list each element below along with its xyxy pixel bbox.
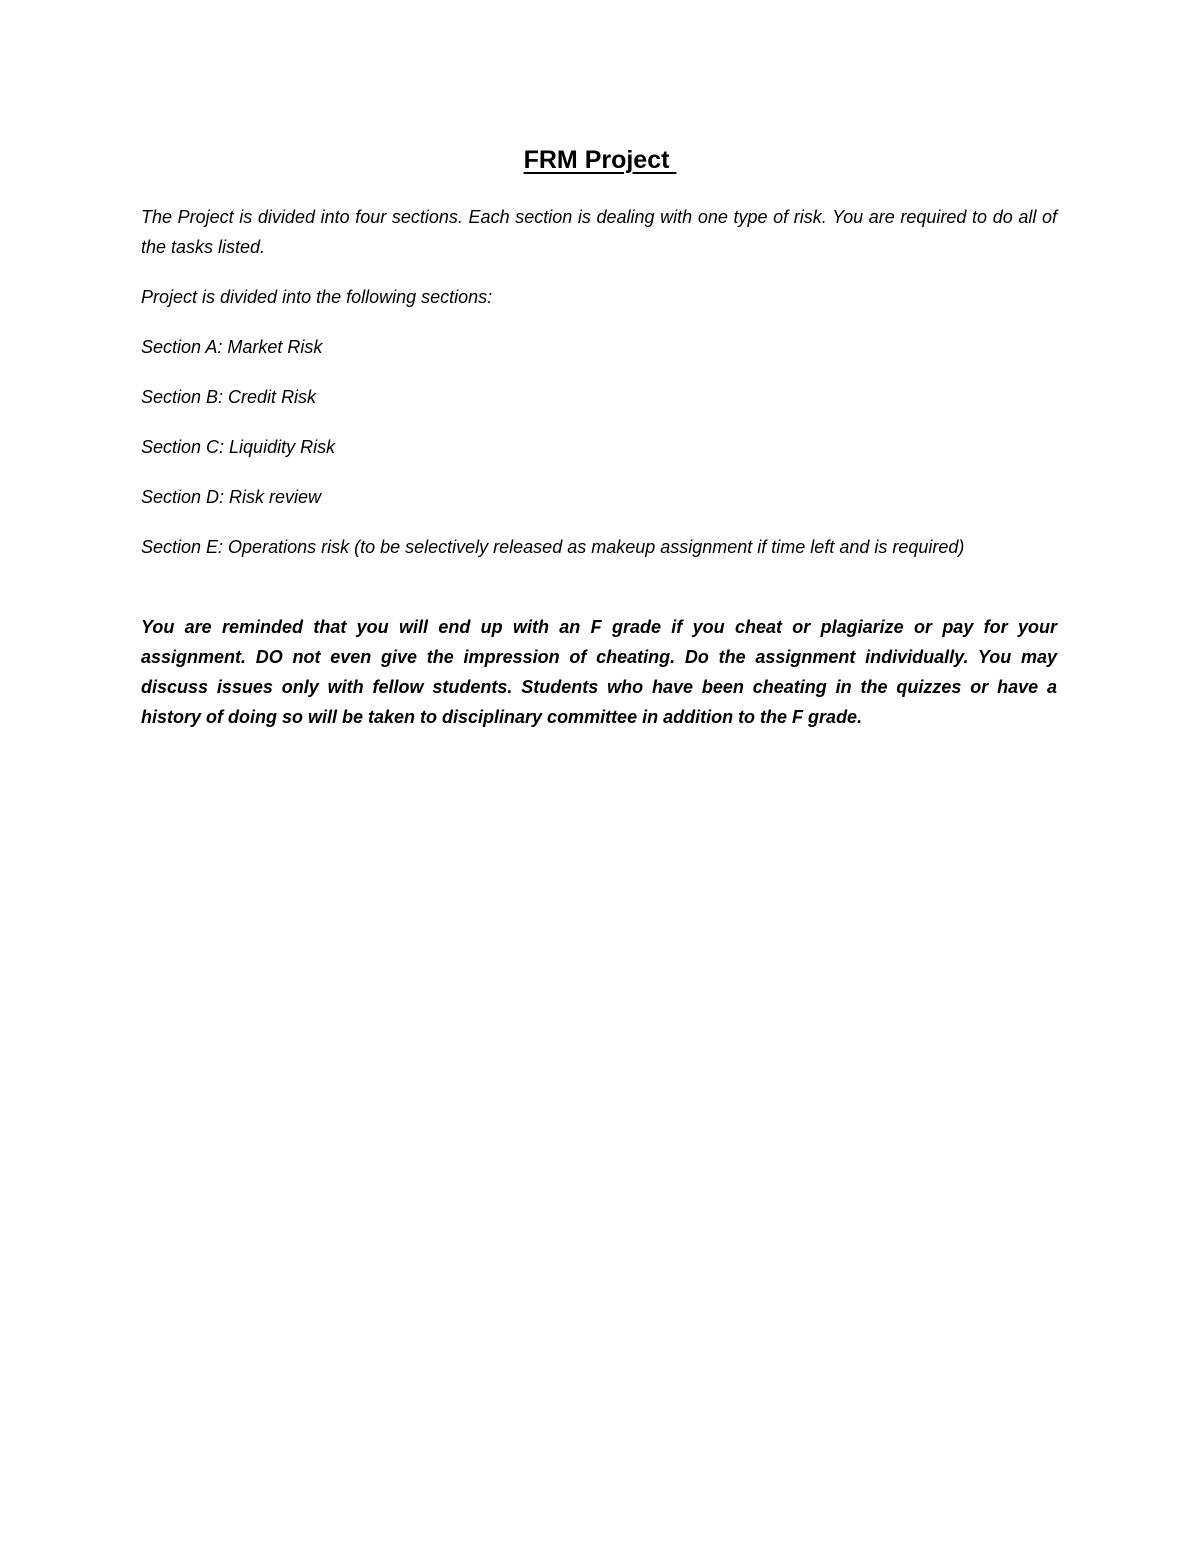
section-item-a: Section A: Market Risk [141,337,323,357]
intro-paragraph: The Project is divided into four sections. Each section is dealing with one type of risk. You are required to do all of the tasks listed. [141,207,1057,257]
section-item-d: Section D: Risk review [141,487,322,507]
section-item-c: Section C: Liquidity Risk [141,437,336,457]
page-title: FRM Project [523,146,677,174]
section-item-b: Section B: Credit Risk [141,387,317,407]
sections-heading: Project is divided into the following sections: [141,287,493,307]
document-body [141,202,1057,732]
warning-paragraph: You are reminded that you will end up with an F grade if you cheat or plagiarize or pay for your assignment. DO not even give the impression of cheating. Do the assignment individually. You may discuss issues only with fellow students. Students who have been cheating in the quizzes or have a history of doing so will be taken to disciplinary committee in addition to the F grade. [141,617,1057,727]
section-item-e: Section E: Operations risk (to be selectively released as makeup assignment if time left and is required) [141,537,965,557]
